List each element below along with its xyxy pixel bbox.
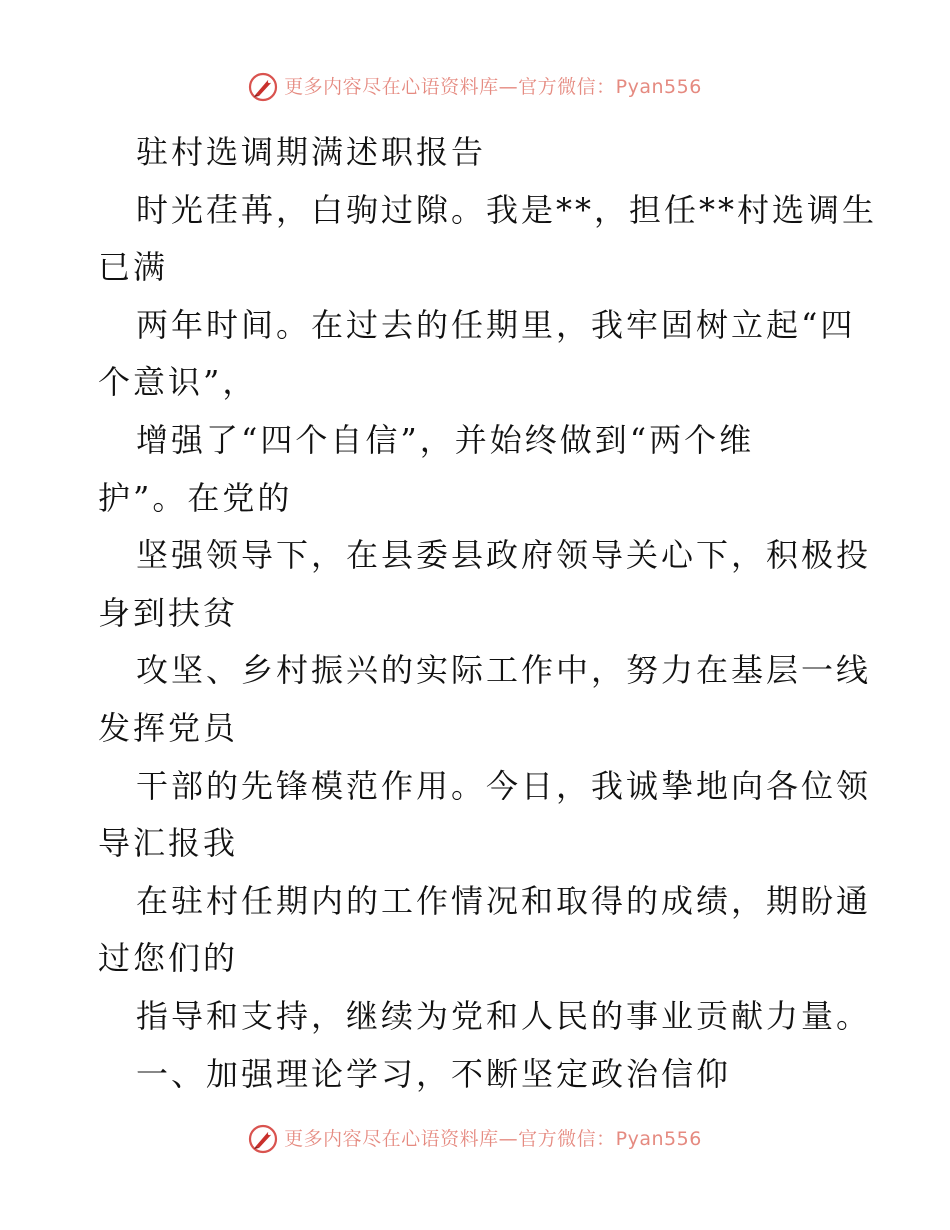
watermark-text: 更多内容尽在心语资料库—官方微信：Pyan556 (284, 1127, 702, 1150)
paragraph-line: 在驻村任期内的工作情况和取得的成绩，期盼通 (136, 881, 872, 920)
paragraph-line: 攻坚、乡村振兴的实际工作中，努力在基层一线 (136, 651, 872, 690)
paragraph-line: 两年时间。在过去的任期里，我牢固树立起“四 (136, 305, 856, 344)
paragraph-line: 时光荏苒，白驹过隙。我是**，担任**村选调生 (136, 190, 878, 229)
paragraph-line: 导汇报我 (98, 824, 239, 863)
paragraph-line: 身到扶贫 (98, 593, 239, 632)
document-title: 驻村选调期满述职报告 (136, 133, 487, 171)
paragraph-line: 增强了“四个自信”，并始终做到“两个维 (136, 420, 755, 459)
document-body (98, 124, 878, 1103)
watermark-text: 更多内容尽在心语资料库—官方微信：Pyan556 (284, 75, 702, 98)
paragraph-line: 坚强领导下，在县委县政府领导关心下，积极投 (136, 536, 872, 575)
watermark-header (0, 72, 950, 102)
watermark-footer (0, 1124, 950, 1154)
paragraph-line: 已满 (98, 248, 169, 287)
paragraph-line: 过您们的 (98, 939, 239, 978)
paragraph-line: 干部的先锋模范作用。今日，我诚挚地向各位领 (136, 766, 872, 805)
section-heading: 一、加强理论学习，不断坚定政治信仰 (136, 1054, 732, 1093)
quill-pen-logo-icon (248, 1124, 278, 1154)
paragraph-line: 个意识”， (98, 363, 258, 402)
quill-pen-logo-icon (248, 72, 278, 102)
paragraph-line: 护”。在党的 (98, 478, 293, 517)
paragraph-line: 指导和支持，继续为党和人民的事业贡献力量。 (136, 996, 872, 1035)
paragraph-line: 发挥党员 (98, 708, 239, 747)
